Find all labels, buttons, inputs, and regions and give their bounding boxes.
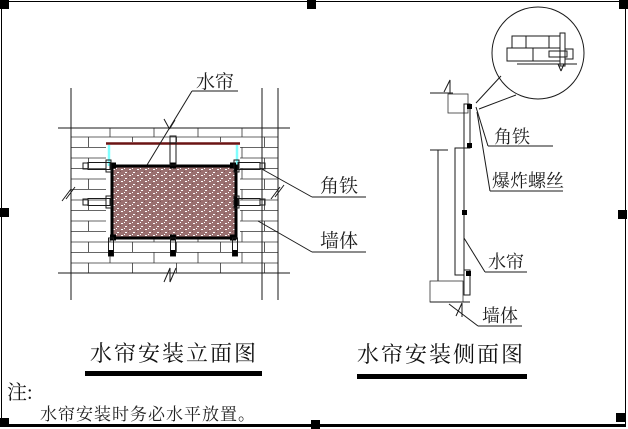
side-caption: 水帘安装侧面图 bbox=[356, 342, 526, 367]
elevation-label-curtain: 水帘 bbox=[195, 72, 235, 93]
selection-handle-top-middle[interactable] bbox=[307, 0, 316, 9]
selection-handle-bottom-middle[interactable] bbox=[311, 420, 320, 429]
side-label-expansion-bolt: 爆炸螺丝 bbox=[492, 171, 564, 191]
side-label-angle-iron: 角铁 bbox=[494, 127, 530, 147]
selection-handle-middle-left[interactable] bbox=[0, 208, 9, 217]
side-bottom-wall-brick bbox=[430, 281, 463, 302]
elevation-caption: 水帘安装立面图 bbox=[89, 341, 259, 366]
selection-handle-top-right[interactable] bbox=[619, 0, 628, 9]
elevation-diagram bbox=[58, 71, 366, 376]
expansion-bolt-upper bbox=[467, 143, 472, 148]
top-break-mark bbox=[444, 80, 450, 94]
expansion-bolt-mid bbox=[462, 210, 467, 215]
selection-handle-top-left[interactable] bbox=[0, 0, 9, 9]
expansion-bolt-bottom bbox=[466, 271, 471, 276]
side-caption-underline bbox=[357, 374, 527, 379]
side-label-wall: 墙体 bbox=[482, 306, 518, 326]
elevation-caption-underline bbox=[85, 371, 262, 376]
elevation-label-angle-iron: 角铁 bbox=[319, 176, 359, 197]
curtain-panel bbox=[112, 166, 236, 238]
selection-handle-middle-right[interactable] bbox=[618, 210, 627, 219]
elevation-label-wall: 墙体 bbox=[319, 231, 359, 252]
expansion-bolt-top bbox=[467, 104, 472, 109]
side-angle-iron bbox=[464, 104, 470, 148]
note-prefix: 注: bbox=[7, 382, 33, 404]
detail-callout bbox=[476, 7, 584, 109]
selection-handle-bottom-left[interactable] bbox=[0, 418, 9, 427]
side-label-curtain: 水帘 bbox=[488, 252, 524, 272]
side-wall-face bbox=[430, 150, 448, 281]
side-view-diagram bbox=[357, 7, 584, 379]
note-text: 水帘安装时务必水平放置。 bbox=[40, 405, 256, 424]
selection-handle-bottom-right[interactable] bbox=[616, 413, 625, 422]
detail-brick-bolt bbox=[507, 33, 577, 71]
